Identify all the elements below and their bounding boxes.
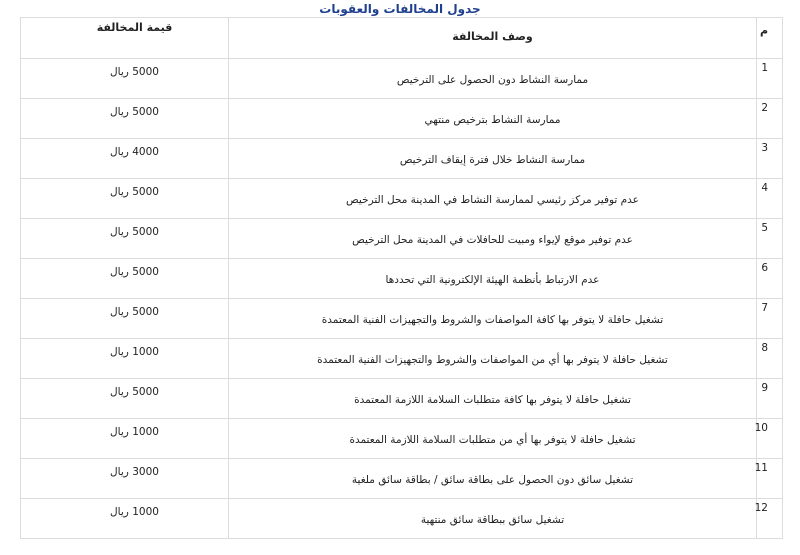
- table-body: [21, 59, 783, 539]
- row-number: 3: [757, 139, 783, 179]
- table-row: [21, 379, 783, 419]
- header-fine: قيمة المخالفة: [21, 18, 229, 59]
- violations-table-container: [20, 17, 783, 539]
- table-row: [21, 339, 783, 379]
- table-caption: جدول المخالفات والعقوبات: [319, 2, 481, 16]
- row-fine: 4000 ريال: [21, 139, 229, 179]
- row-description: تشغيل سائق دون الحصول على بطاقة سائق / بطاقة سائق ملغية: [229, 459, 757, 499]
- row-fine: 1000 ريال: [21, 499, 229, 539]
- row-fine: 5000 ريال: [21, 299, 229, 339]
- row-fine: 1000 ريال: [21, 339, 229, 379]
- row-description: ممارسة النشاط بترخيص منتهي: [229, 99, 757, 139]
- row-number: 5: [757, 219, 783, 259]
- row-number: 4: [757, 179, 783, 219]
- header-description: وصف المخالفة: [229, 18, 757, 59]
- row-fine: 1000 ريال: [21, 419, 229, 459]
- row-number: 2: [757, 99, 783, 139]
- table-row: [21, 499, 783, 539]
- row-fine: 5000 ريال: [21, 59, 229, 99]
- row-fine: 5000 ريال: [21, 379, 229, 419]
- row-number: 10: [757, 419, 783, 459]
- row-number: 6: [757, 259, 783, 299]
- table-row: [21, 219, 783, 259]
- violations-table: [20, 17, 783, 539]
- row-description: تشغيل حافلة لا يتوفر بها أي من متطلبات السلامة اللازمة المعتمدة: [229, 419, 757, 459]
- table-row: [21, 299, 783, 339]
- row-description: ممارسة النشاط خلال فترة إيقاف الترخيص: [229, 139, 757, 179]
- row-description: عدم الارتباط بأنظمة الهيئة الإلكترونية التي تحددها: [229, 259, 757, 299]
- row-number: 8: [757, 339, 783, 379]
- row-description: عدم توفير موقع لإيواء ومبيت للحافلات في المدينة محل الترخيص: [229, 219, 757, 259]
- table-row: [21, 139, 783, 179]
- table-row: [21, 259, 783, 299]
- row-fine: 5000 ريال: [21, 99, 229, 139]
- row-description: ممارسة النشاط دون الحصول على الترخيص: [229, 59, 757, 99]
- table-row: [21, 59, 783, 99]
- row-number: 11: [757, 459, 783, 499]
- row-number: 12: [757, 499, 783, 539]
- row-fine: 3000 ريال: [21, 459, 229, 499]
- row-description: تشغيل حافلة لا يتوفر بها أي من المواصفات والشروط والتجهيزات الفنية المعتمدة: [229, 339, 757, 379]
- row-number: 9: [757, 379, 783, 419]
- row-description: تشغيل حافلة لا يتوفر بها كافة متطلبات السلامة اللازمة المعتمدة: [229, 379, 757, 419]
- row-number: 1: [757, 59, 783, 99]
- row-fine: 5000 ريال: [21, 219, 229, 259]
- table-row: [21, 99, 783, 139]
- table-row: [21, 419, 783, 459]
- table-header-row: [21, 18, 783, 59]
- row-description: عدم توفير مركز رئيسي لممارسة النشاط في المدينة محل الترخيص: [229, 179, 757, 219]
- row-number: 7: [757, 299, 783, 339]
- header-number: م: [757, 18, 783, 59]
- row-fine: 5000 ريال: [21, 179, 229, 219]
- row-description: تشغيل سائق ببطاقة سائق منتهية: [229, 499, 757, 539]
- table-row: [21, 179, 783, 219]
- row-fine: 5000 ريال: [21, 259, 229, 299]
- row-description: تشغيل حافلة لا يتوفر بها كافة المواصفات والشروط والتجهيزات الفنية المعتمدة: [229, 299, 757, 339]
- table-row: [21, 459, 783, 499]
